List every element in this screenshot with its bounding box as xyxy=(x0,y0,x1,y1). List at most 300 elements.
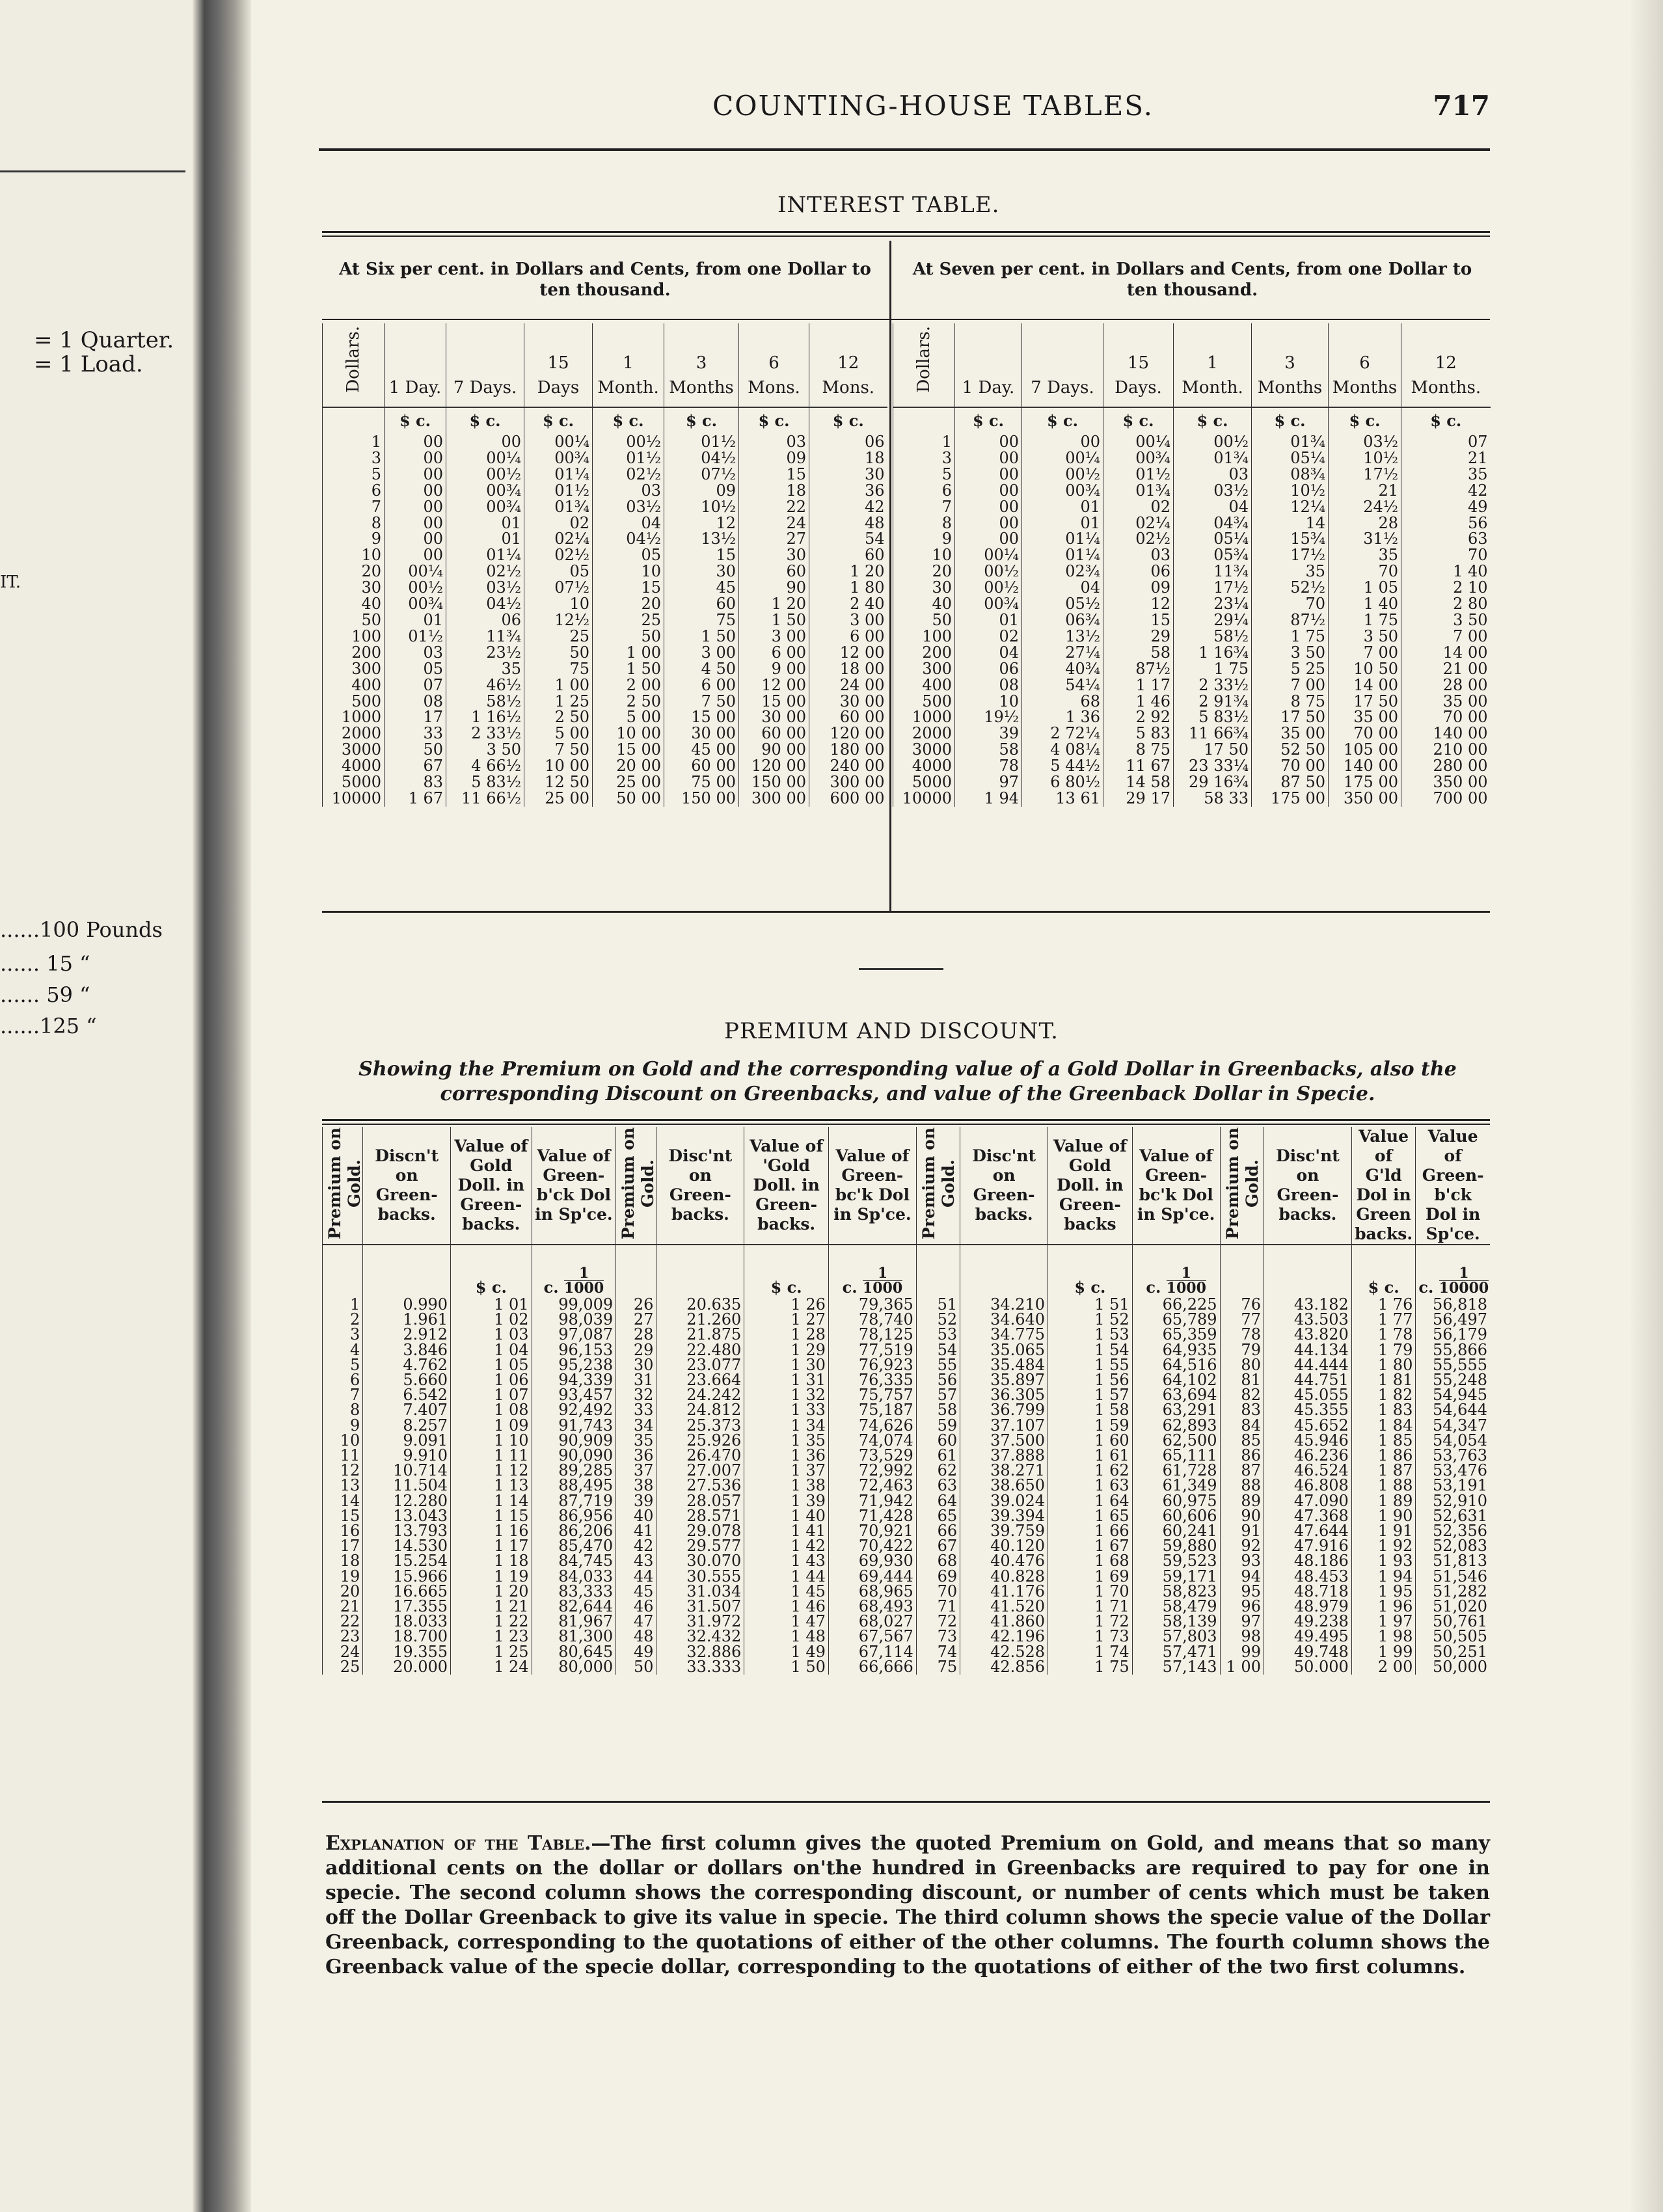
gold-value: 1 17 xyxy=(451,1539,532,1554)
interest-value: 01¾ xyxy=(1252,434,1329,450)
interest-value: 1 40 xyxy=(1329,596,1401,612)
premium-value: 85 xyxy=(1220,1433,1264,1448)
discount-value: 36.799 xyxy=(960,1403,1048,1418)
dollar-amount: 7 xyxy=(893,499,955,515)
unit-prefix: c. xyxy=(1418,1278,1439,1297)
gold-value: 1 50 xyxy=(744,1660,829,1675)
premium-value: 15 xyxy=(323,1509,363,1524)
interest-value: 05 xyxy=(385,661,446,677)
specie-value: 72,463 xyxy=(828,1478,916,1493)
dollar-amount: 30 xyxy=(893,580,955,596)
premium-value: 38 xyxy=(616,1478,656,1493)
interest-value: 01¾ xyxy=(524,499,593,515)
interest-value: 60 00 xyxy=(664,758,739,774)
discount-value: 35.897 xyxy=(960,1373,1048,1388)
gold-value: 1 03 xyxy=(451,1327,532,1342)
premium-value: 61 xyxy=(916,1448,960,1463)
interest-value: 2 91¾ xyxy=(1174,694,1252,710)
specie-value: 60,606 xyxy=(1132,1509,1220,1524)
interest-value: 48 xyxy=(809,515,887,532)
page-edge xyxy=(1630,0,1663,2212)
interest-value: 8 75 xyxy=(1103,742,1174,758)
interest-value: 10½ xyxy=(664,499,739,515)
dollar-amount: 3000 xyxy=(893,742,955,758)
discount-value: 47.916 xyxy=(1264,1539,1351,1554)
interest-value: 01¼ xyxy=(1022,547,1103,563)
interest-value: 75 xyxy=(524,661,593,677)
interest-value: 01¼ xyxy=(524,466,593,483)
premium-value: 83 xyxy=(1220,1403,1264,1418)
interest-value: 00¾ xyxy=(446,499,524,515)
premium-header-label: Premium on Gold. xyxy=(619,1127,658,1239)
gold-value: 1 29 xyxy=(744,1343,829,1358)
discount-value: 29.078 xyxy=(656,1524,744,1539)
interest-value: 00 xyxy=(955,466,1022,483)
discount-value: 43.182 xyxy=(1264,1297,1351,1312)
specie-value: 95,238 xyxy=(532,1358,616,1373)
interest-value: 00¼ xyxy=(385,563,446,580)
period-header: 1 Month. xyxy=(1174,323,1252,407)
interest-value: 11 66½ xyxy=(446,790,524,807)
table-row xyxy=(323,694,887,710)
gold-value: 1 58 xyxy=(1048,1403,1133,1418)
interest-value: 04¾ xyxy=(1174,515,1252,532)
interest-value: 1 50 xyxy=(739,612,809,628)
unit-cell xyxy=(1132,1245,1220,1297)
table-row xyxy=(893,725,1491,742)
premium-value: 60 xyxy=(916,1433,960,1448)
interest-value: 1 94 xyxy=(955,790,1022,807)
interest-value: 00 xyxy=(385,466,446,483)
period-header: 7 Days. xyxy=(1022,323,1103,407)
interest-value: 08 xyxy=(385,694,446,710)
specie-value: 92,492 xyxy=(532,1403,616,1418)
interest-value: 30 00 xyxy=(739,709,809,725)
interest-value: 52 50 xyxy=(1252,742,1329,758)
discount-value: 33.333 xyxy=(656,1660,744,1675)
discount-value: 18.033 xyxy=(363,1614,451,1629)
gold-value: 1 83 xyxy=(1351,1403,1416,1418)
table-row xyxy=(893,515,1491,532)
premium-value: 17 xyxy=(323,1539,363,1554)
interest-value: 15¾ xyxy=(1252,531,1329,547)
gold-value: 1 16 xyxy=(451,1524,532,1539)
table-row xyxy=(323,677,887,694)
interest-value: 4 08¼ xyxy=(1022,742,1103,758)
interest-value: 25 00 xyxy=(524,790,593,807)
table-row xyxy=(893,612,1491,628)
premium-value: 19 xyxy=(323,1569,363,1584)
interest-value: 00 xyxy=(385,547,446,563)
adjacent-text: ...... 59 “ xyxy=(0,982,90,1007)
interest-value: 00¾ xyxy=(446,483,524,499)
premium-value: 99 xyxy=(1220,1645,1264,1660)
interest-value: 1 75 xyxy=(1174,661,1252,677)
interest-value: 02 xyxy=(1103,499,1174,515)
gold-value: 1 82 xyxy=(1351,1388,1416,1403)
premium-value: 94 xyxy=(1220,1569,1264,1584)
premium-header-label: Premium on Gold. xyxy=(919,1127,958,1239)
specie-value: 73,529 xyxy=(828,1448,916,1463)
interest-value: 02½ xyxy=(593,466,664,483)
premium-value: 98 xyxy=(1220,1629,1264,1644)
interest-value: 00¾ xyxy=(1022,483,1103,499)
premium-header xyxy=(916,1127,960,1245)
interest-value: 2 50 xyxy=(524,709,593,725)
premium-value: 10 xyxy=(323,1433,363,1448)
premium-value: 56 xyxy=(916,1373,960,1388)
premium-header-label: Premium on Gold. xyxy=(1223,1127,1262,1239)
unit-cell: $ c. xyxy=(446,407,524,434)
specie-value: 71,942 xyxy=(828,1494,916,1509)
gold-value: 1 28 xyxy=(744,1327,829,1342)
specie-value: 60,241 xyxy=(1132,1524,1220,1539)
interest-value: 00 xyxy=(955,450,1022,466)
interest-value: 21 xyxy=(1401,450,1491,466)
dollar-amount: 4000 xyxy=(323,758,385,774)
specie-value: 51,020 xyxy=(1416,1599,1490,1614)
specie-value: 94,339 xyxy=(532,1373,616,1388)
premium-header-label: Premium on Gold. xyxy=(325,1127,364,1239)
premium-value: 84 xyxy=(1220,1418,1264,1433)
interest-value: 00 xyxy=(955,515,1022,532)
gold-value: 1 71 xyxy=(1048,1599,1133,1614)
specie-value: 80,000 xyxy=(532,1660,616,1675)
specie-value: 81,967 xyxy=(532,1614,616,1629)
interest-value: 7 50 xyxy=(524,742,593,758)
table-row xyxy=(893,483,1491,499)
interest-value: 03½ xyxy=(1174,483,1252,499)
dollar-amount: 40 xyxy=(323,596,385,612)
specie-value: 89,285 xyxy=(532,1463,616,1478)
interest-value: 70 00 xyxy=(1329,725,1401,742)
interest-value: 60 xyxy=(739,563,809,580)
premium-value: 52 xyxy=(916,1312,960,1327)
interest-value: 12 xyxy=(664,515,739,532)
dollar-amount: 4000 xyxy=(893,758,955,774)
unit-cell: $ c. xyxy=(1252,407,1329,434)
premium-value: 7 xyxy=(323,1388,363,1403)
dollar-amount: 300 xyxy=(893,661,955,677)
interest-value: 07½ xyxy=(664,466,739,483)
interest-value: 1 20 xyxy=(809,563,887,580)
premium-table-title: PREMIUM AND DISCOUNT. xyxy=(724,1018,1059,1044)
interest-value: 14 xyxy=(1252,515,1329,532)
interest-value: 00 xyxy=(446,434,524,450)
table-row xyxy=(323,742,887,758)
table-row xyxy=(323,434,887,450)
gold-value: 1 26 xyxy=(744,1297,829,1312)
interest-value: 9 00 xyxy=(739,661,809,677)
dollar-amount: 6 xyxy=(323,483,385,499)
premium-value: 48 xyxy=(616,1629,656,1644)
premium-header xyxy=(616,1127,656,1245)
discount-value: 34.210 xyxy=(960,1297,1048,1312)
premium-value: 70 xyxy=(916,1584,960,1599)
interest-value: 42 xyxy=(1401,483,1491,499)
gold-value: 1 91 xyxy=(1351,1524,1416,1539)
interest-value: 17 xyxy=(385,709,446,725)
premium-value: 14 xyxy=(323,1494,363,1509)
dollar-amount: 5 xyxy=(893,466,955,483)
discount-value: 49.238 xyxy=(1264,1614,1351,1629)
unit-cell: $ c. xyxy=(1174,407,1252,434)
interest-value: 75 00 xyxy=(664,774,739,790)
value-header: Value of Gold Doll. in Green-backs. xyxy=(451,1127,532,1245)
interest-value: 29 17 xyxy=(1103,790,1174,807)
unit-cell: $ c. xyxy=(1103,407,1174,434)
interest-value: 140 00 xyxy=(1329,758,1401,774)
specie-value: 58,479 xyxy=(1132,1599,1220,1614)
interest-top-rule xyxy=(322,231,1490,233)
discount-value: 46.808 xyxy=(1264,1478,1351,1493)
interest-value: 45 xyxy=(664,580,739,596)
dollar-amount: 400 xyxy=(893,677,955,694)
premium-value: 5 xyxy=(323,1358,363,1373)
premium-value: 35 xyxy=(616,1433,656,1448)
premium-value: 93 xyxy=(1220,1554,1264,1569)
gold-value: 1 43 xyxy=(744,1554,829,1569)
gold-value: 1 32 xyxy=(744,1388,829,1403)
gold-value: 1 64 xyxy=(1048,1494,1133,1509)
specie-value: 60,975 xyxy=(1132,1494,1220,1509)
table-row xyxy=(893,790,1491,807)
discount-value: 27.536 xyxy=(656,1478,744,1493)
gold-value: 1 19 xyxy=(451,1569,532,1584)
dollar-amount: 8 xyxy=(323,515,385,532)
specie-value: 96,153 xyxy=(532,1343,616,1358)
specie-value: 51,282 xyxy=(1416,1584,1490,1599)
interest-value: 6 00 xyxy=(809,628,887,645)
dollars-header xyxy=(893,323,955,407)
value-header: Value of Green-bc'k Dol in Sp'ce. xyxy=(1132,1127,1220,1245)
interest-value: 02¼ xyxy=(524,531,593,547)
interest-value: 63 xyxy=(1401,531,1491,547)
specie-value: 54,644 xyxy=(1416,1403,1490,1418)
interest-value: 14 00 xyxy=(1401,645,1491,661)
premium-value: 90 xyxy=(1220,1509,1264,1524)
premium-value: 6 xyxy=(323,1373,363,1388)
interest-value: 280 00 xyxy=(1401,758,1491,774)
period-header: 6 Mons. xyxy=(739,323,809,407)
interest-value: 5 83½ xyxy=(446,774,524,790)
interest-value: 00½ xyxy=(385,580,446,596)
interest-value: 03½ xyxy=(593,499,664,515)
premium-value: 89 xyxy=(1220,1494,1264,1509)
discount-value: 41.520 xyxy=(960,1599,1048,1614)
interest-value: 13½ xyxy=(1022,628,1103,645)
interest-value: 175 00 xyxy=(1252,790,1329,807)
interest-value: 87½ xyxy=(1103,661,1174,677)
table-row xyxy=(323,596,887,612)
specie-value: 69,930 xyxy=(828,1554,916,1569)
gold-value: 1 74 xyxy=(1048,1645,1133,1660)
interest-value: 01 xyxy=(1022,499,1103,515)
dollar-amount: 40 xyxy=(893,596,955,612)
table-row xyxy=(893,450,1491,466)
interest-value: 17 50 xyxy=(1329,694,1401,710)
premium-value: 65 xyxy=(916,1509,960,1524)
discount-value: 17.355 xyxy=(363,1599,451,1614)
premium-value: 80 xyxy=(1220,1358,1264,1373)
interest-value: 27¼ xyxy=(1022,645,1103,661)
interest-value: 00¼ xyxy=(1103,434,1174,450)
interest-value: 58 xyxy=(955,742,1022,758)
discount-value: 5.660 xyxy=(363,1373,451,1388)
interest-value: 1 20 xyxy=(739,596,809,612)
premium-value: 22 xyxy=(323,1614,363,1629)
interest-value: 07 xyxy=(1401,434,1491,450)
interest-value: 23 33¼ xyxy=(1174,758,1252,774)
specie-value: 59,523 xyxy=(1132,1554,1220,1569)
specie-value: 52,910 xyxy=(1416,1494,1490,1509)
adjacent-page-rule xyxy=(0,170,185,172)
discount-value: 23.664 xyxy=(656,1373,744,1388)
gold-value: 1 65 xyxy=(1048,1509,1133,1524)
dollar-amount: 20 xyxy=(893,563,955,580)
premium-value: 97 xyxy=(1220,1614,1264,1629)
interest-value: 03½ xyxy=(1329,434,1401,450)
interest-value: 180 00 xyxy=(809,742,887,758)
dollar-amount: 9 xyxy=(893,531,955,547)
gold-value: 1 37 xyxy=(744,1463,829,1478)
gold-value: 1 47 xyxy=(744,1614,829,1629)
dollar-amount: 200 xyxy=(323,645,385,661)
gold-value: 1 09 xyxy=(451,1418,532,1433)
interest-value: 2 10 xyxy=(1401,580,1491,596)
gold-value: 1 40 xyxy=(744,1509,829,1524)
discount-value: 43.820 xyxy=(1264,1327,1351,1342)
discount-value: 22.480 xyxy=(656,1343,744,1358)
dollar-amount: 9 xyxy=(323,531,385,547)
interest-value: 97 xyxy=(955,774,1022,790)
premium-value: 53 xyxy=(916,1327,960,1342)
specie-value: 51,813 xyxy=(1416,1554,1490,1569)
interest-value: 03 xyxy=(1103,547,1174,563)
gold-value: 1 41 xyxy=(744,1524,829,1539)
specie-value: 71,428 xyxy=(828,1509,916,1524)
specie-value: 69,444 xyxy=(828,1569,916,1584)
unit-cell: $ c. xyxy=(1329,407,1401,434)
gold-value: 1 36 xyxy=(744,1448,829,1463)
premium-value: 45 xyxy=(616,1584,656,1599)
interest-value: 70 xyxy=(1401,547,1491,563)
premium-value: 51 xyxy=(916,1297,960,1312)
premium-value: 32 xyxy=(616,1388,656,1403)
interest-value: 75 xyxy=(664,612,739,628)
gold-value: 1 94 xyxy=(1351,1569,1416,1584)
premium-value: 34 xyxy=(616,1418,656,1433)
interest-value: 02 xyxy=(524,515,593,532)
interest-table-title: INTEREST TABLE. xyxy=(777,192,1000,218)
adjacent-text: = 1 Load. xyxy=(34,351,143,377)
gold-value: 1 44 xyxy=(744,1569,829,1584)
interest-value: 01¼ xyxy=(446,547,524,563)
interest-value: 140 00 xyxy=(1401,725,1491,742)
interest-value: 1 50 xyxy=(593,661,664,677)
interest-value: 70 xyxy=(1252,596,1329,612)
discount-value: 44.444 xyxy=(1264,1358,1351,1373)
gold-value: 1 10 xyxy=(451,1433,532,1448)
premium-value: 9 xyxy=(323,1418,363,1433)
interest-value: 6 80½ xyxy=(1022,774,1103,790)
interest-value: 600 00 xyxy=(809,790,887,807)
dollar-amount: 2000 xyxy=(893,725,955,742)
dollar-amount: 300 xyxy=(323,661,385,677)
adjacent-text: = 1 Quarter. xyxy=(34,327,174,353)
interest-value: 04½ xyxy=(593,531,664,547)
interest-value: 19½ xyxy=(955,709,1022,725)
unit-row xyxy=(323,407,887,434)
period-header: 1 Day. xyxy=(385,323,446,407)
interest-value: 60 00 xyxy=(809,709,887,725)
interest-value: 00 xyxy=(1022,434,1103,450)
gold-value: 1 04 xyxy=(451,1343,532,1358)
interest-value: 03 xyxy=(1174,466,1252,483)
specie-value: 86,956 xyxy=(532,1509,616,1524)
interest-value: 70 xyxy=(1329,563,1401,580)
discount-value: 25.926 xyxy=(656,1433,744,1448)
specie-value: 64,516 xyxy=(1132,1358,1220,1373)
value-header: Disc'nt on Green-backs. xyxy=(1264,1127,1351,1245)
specie-value: 88,495 xyxy=(532,1478,616,1493)
interest-value: 1 67 xyxy=(385,790,446,807)
interest-value: 22 xyxy=(739,499,809,515)
premium-value: 59 xyxy=(916,1418,960,1433)
premium-value: 43 xyxy=(616,1554,656,1569)
interest-value: 09 xyxy=(739,450,809,466)
specie-value: 78,740 xyxy=(828,1312,916,1327)
premium-value: 3 xyxy=(323,1327,363,1342)
value-header: Value of 'Gold Doll. in Green-backs. xyxy=(744,1127,829,1245)
discount-value: 45.355 xyxy=(1264,1403,1351,1418)
specie-value: 85,470 xyxy=(532,1539,616,1554)
discount-value: 49.748 xyxy=(1264,1645,1351,1660)
dollar-amount: 8 xyxy=(893,515,955,532)
interest-value: 01½ xyxy=(1103,466,1174,483)
interest-value: 4 50 xyxy=(664,661,739,677)
interest-value: 15 00 xyxy=(739,694,809,710)
discount-value: 3.846 xyxy=(363,1343,451,1358)
premium-value: 24 xyxy=(323,1645,363,1660)
premium-value: 18 xyxy=(323,1554,363,1569)
discount-value: 34.640 xyxy=(960,1312,1048,1327)
dollar-amount: 10000 xyxy=(893,790,955,807)
specie-value: 70,921 xyxy=(828,1524,916,1539)
adjacent-text: ...... 15 “ xyxy=(0,951,90,976)
specie-value: 64,935 xyxy=(1132,1343,1220,1358)
fraction-denominator: 1000 xyxy=(862,1280,903,1297)
interest-value: 10 00 xyxy=(524,758,593,774)
unit-row xyxy=(893,407,1491,434)
gold-value: 1 87 xyxy=(1351,1463,1416,1478)
premium-value: 62 xyxy=(916,1463,960,1478)
table-row xyxy=(323,774,887,790)
specie-value: 72,992 xyxy=(828,1463,916,1478)
premium-value: 92 xyxy=(1220,1539,1264,1554)
interest-value: 1 16½ xyxy=(446,709,524,725)
premium-value: 42 xyxy=(616,1539,656,1554)
interest-value: 35 xyxy=(1329,547,1401,563)
specie-value: 62,893 xyxy=(1132,1418,1220,1433)
interest-value: 50 00 xyxy=(593,790,664,807)
period-header: 1 Day. xyxy=(955,323,1022,407)
interest-value: 12¼ xyxy=(1252,499,1329,515)
interest-value: 25 xyxy=(593,612,664,628)
gold-value: 1 78 xyxy=(1351,1327,1416,1342)
table-row xyxy=(323,790,887,807)
specie-value: 54,054 xyxy=(1416,1433,1490,1448)
